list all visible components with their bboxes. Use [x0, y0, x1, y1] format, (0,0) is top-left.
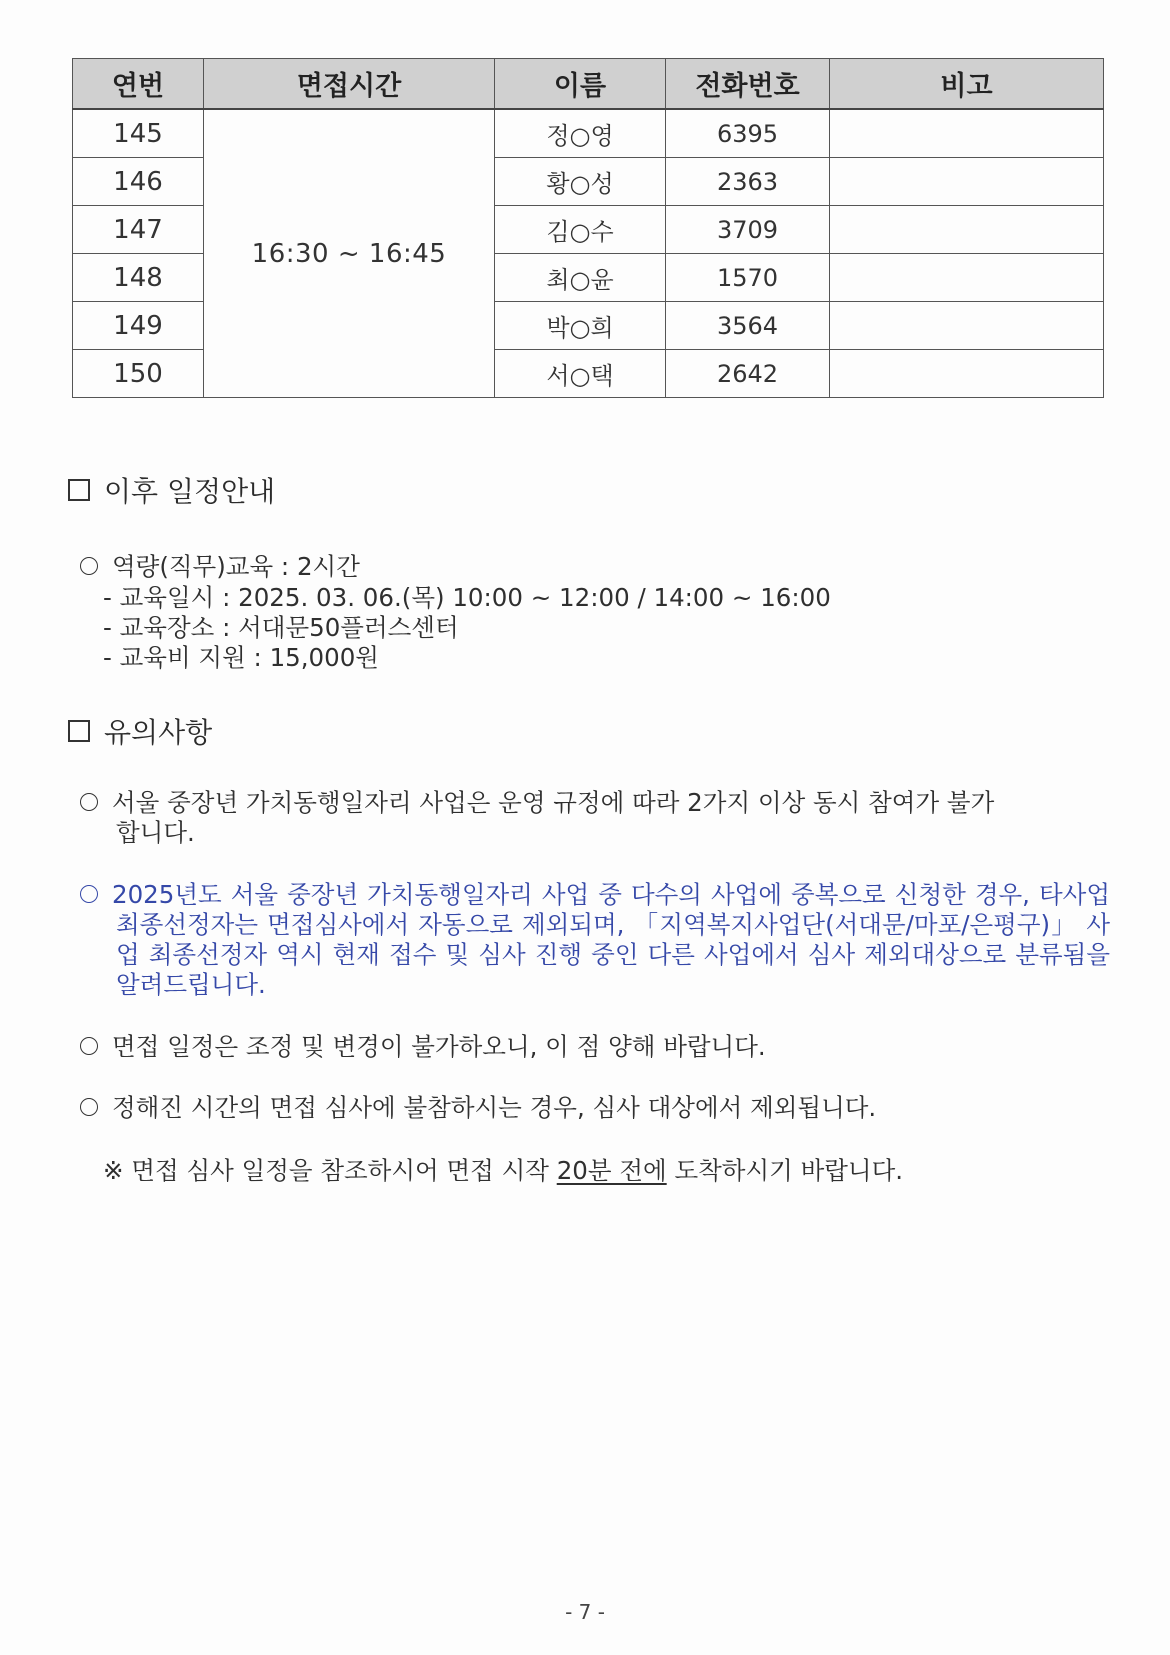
- row-number: 146: [73, 158, 204, 206]
- row-name: 김○수: [495, 206, 666, 254]
- notes-section-title: [68, 711, 212, 751]
- header-interview-time: 면접시간: [204, 59, 495, 110]
- schedule-item: [80, 551, 360, 582]
- row-number: 150: [73, 350, 204, 398]
- row-number: 147: [73, 206, 204, 254]
- row-note: [830, 302, 1104, 350]
- schedule-item-text: 역량(직무)교육 : 2시간: [112, 552, 360, 581]
- note-text: 면접 일정은 조정 및 변경이 불가하오니, 이 점 양해 바랍니다.: [112, 1032, 766, 1061]
- note-item: [80, 1032, 1120, 1062]
- circle-bullet-icon: [80, 1037, 98, 1055]
- circle-bullet-icon: [80, 557, 98, 575]
- header-number: 연번: [73, 59, 204, 110]
- interview-time-cell: 16:30 ~ 16:45: [204, 109, 495, 398]
- table-header-row: [73, 59, 1104, 110]
- notes-title-text: 유의사항: [104, 716, 213, 749]
- remark-suffix: 도착하시기 바랍니다.: [666, 1156, 904, 1185]
- note-text: 2025년도 서울 중장년 가치동행일자리 사업 중 다수의 사업에 중복으로 신청한 경우, 타사업 최종선정자는 면접심사에서 자동으로 제외되며, 「지역복지사업단(서대문/마포/은평구)」 사업 최종선정자 역시 현재 접수 및 심사 진행 중인 다른 사업에서 심사 제외대상으로 분류됨을 알려드립니다.: [112, 880, 1110, 999]
- circle-bullet-icon: [80, 793, 98, 811]
- row-number: 148: [73, 254, 204, 302]
- row-phone: 3709: [666, 206, 830, 254]
- row-note: [830, 158, 1104, 206]
- schedule-detail-location: - 교육장소 : 서대문50플러스센터: [103, 613, 459, 642]
- remark-line: [103, 1155, 903, 1186]
- row-note: [830, 350, 1104, 398]
- row-phone: 2642: [666, 350, 830, 398]
- schedule-detail-datetime: - 교육일시 : 2025. 03. 06.(목) 10:00 ~ 12:00 / 14:00 ~ 16:00: [103, 583, 831, 612]
- note-item: [80, 788, 1000, 848]
- remark-prefix: ※ 면접 심사 일정을 참조하시어 면접 시작: [103, 1156, 557, 1185]
- circle-bullet-icon: [80, 1098, 98, 1116]
- row-phone: 2363: [666, 158, 830, 206]
- row-number: 149: [73, 302, 204, 350]
- circle-bullet-icon: [80, 885, 98, 903]
- header-note: 비고: [830, 59, 1104, 110]
- row-name: 최○윤: [495, 254, 666, 302]
- row-phone: 1570: [666, 254, 830, 302]
- row-name: 서○택: [495, 350, 666, 398]
- remark-underline: 20분 전에: [556, 1156, 667, 1185]
- header-name: 이름: [495, 59, 666, 110]
- schedule-section-title: [68, 470, 275, 510]
- note-item: [80, 1093, 1120, 1123]
- row-number: 145: [73, 109, 204, 158]
- row-name: 박○희: [495, 302, 666, 350]
- checkbox-square-icon: [68, 720, 90, 742]
- row-phone: 6395: [666, 109, 830, 158]
- note-text: 정해진 시간의 면접 심사에 불참하시는 경우, 심사 대상에서 제외됩니다.: [112, 1093, 877, 1122]
- schedule-detail-fee: - 교육비 지원 : 15,000원: [103, 643, 379, 672]
- table-row: [73, 109, 1104, 158]
- row-name: 황○성: [495, 158, 666, 206]
- row-note: [830, 254, 1104, 302]
- row-name: 정○영: [495, 109, 666, 158]
- row-note: [830, 206, 1104, 254]
- row-phone: 3564: [666, 302, 830, 350]
- note-item-highlight: [80, 880, 1110, 1000]
- note-text: 서울 중장년 가치동행일자리 사업은 운영 규정에 따라 2가지 이상 동시 참여가 불가합니다.: [112, 788, 995, 847]
- interview-schedule-table: [72, 58, 1104, 398]
- schedule-title-text: 이후 일정안내: [104, 475, 276, 508]
- header-phone: 전화번호: [666, 59, 830, 110]
- checkbox-square-icon: [68, 479, 90, 501]
- row-note: [830, 109, 1104, 158]
- page-number: - 7 -: [565, 1600, 605, 1624]
